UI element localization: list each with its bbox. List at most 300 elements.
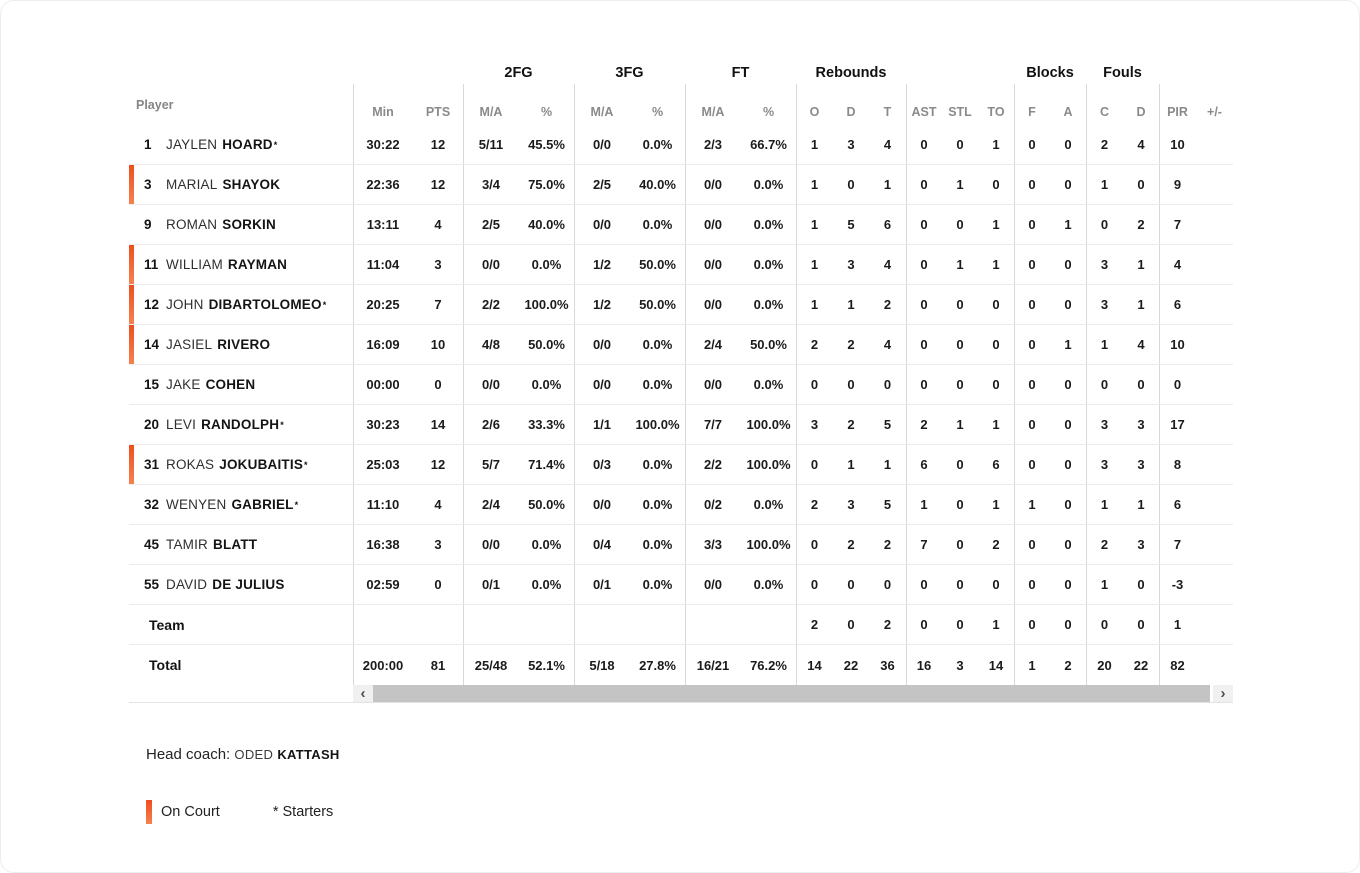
pir-cell: 82 — [1170, 657, 1185, 673]
column-header: F — [1028, 105, 1036, 119]
player-last-name: RIVERO — [217, 337, 271, 352]
player-number: 14 — [144, 337, 160, 352]
on-court-legend-bar — [146, 800, 152, 824]
player-row — [129, 325, 1233, 365]
stl-cell: 0 — [956, 337, 964, 352]
pir-cell: -3 — [1171, 577, 1184, 592]
reb_t-cell: 0 — [883, 577, 892, 592]
foul_d-cell: 1 — [1137, 257, 1145, 272]
starter-mark: * — [322, 299, 327, 310]
ast-cell: 0 — [920, 297, 928, 312]
ft_pct-cell: 0.0% — [753, 497, 784, 512]
reb_o-cell: 0 — [810, 537, 819, 552]
blk_f-cell: 0 — [1028, 297, 1036, 312]
fg2_pct-cell: 75.0% — [528, 177, 565, 192]
fg2_ma-cell: 0/1 — [481, 577, 501, 592]
ft_pct-cell: 0.0% — [753, 257, 784, 272]
ast-cell: 0 — [920, 257, 928, 272]
foul_d-cell: 4 — [1137, 137, 1145, 152]
team-row — [129, 605, 1233, 645]
scroll-left-button[interactable] — [353, 685, 373, 702]
player-last-name: DIBARTOLOMEO — [208, 297, 322, 312]
ft_pct-cell: 100.0% — [746, 537, 791, 552]
fg2_ma-cell: 0/0 — [481, 537, 501, 552]
player-first-name: WENYEN — [166, 497, 227, 512]
reb_d-cell: 0 — [847, 377, 855, 392]
fg2_pct-cell: 45.5% — [528, 137, 565, 152]
group-header-blocks: Blocks — [1026, 65, 1074, 81]
fg3_ma-cell: 0/4 — [592, 537, 612, 552]
fg3_ma-cell: 1/2 — [592, 297, 612, 312]
group-header-3fg: 3FG — [615, 65, 644, 81]
player-first-name: JOHN — [166, 297, 204, 312]
player-number: 55 — [144, 577, 160, 592]
blk_a-cell: 1 — [1064, 337, 1072, 352]
player-number: 15 — [144, 377, 160, 392]
player-number: 12 — [144, 297, 160, 312]
stl-cell: 0 — [956, 617, 964, 632]
fg2_pct-cell: 50.0% — [528, 337, 565, 352]
fg3_pct-cell: 0.0% — [642, 137, 673, 152]
ft_ma-cell: 0/0 — [703, 177, 723, 192]
fg3_pct-cell: 27.8% — [639, 657, 676, 673]
chevron-left-icon: ‹ — [360, 685, 366, 702]
fg2_pct-cell: 100.0% — [524, 297, 569, 312]
reb_o-cell: 0 — [810, 377, 819, 392]
ast-cell: 0 — [920, 577, 928, 592]
ast-cell: 0 — [920, 337, 928, 352]
player-last-name: JOKUBAITIS — [219, 457, 304, 472]
stl-cell: 0 — [956, 457, 964, 472]
ft_ma-cell: 3/3 — [703, 537, 723, 552]
player-first-name: JAYLEN — [166, 137, 218, 152]
coach-first-name: ODED — [234, 747, 274, 762]
player-last-name: COHEN — [205, 377, 256, 392]
min-cell: 25:03 — [366, 457, 400, 472]
foul_c-cell: 3 — [1100, 417, 1109, 432]
fg2_pct-cell: 0.0% — [531, 257, 562, 272]
pir-cell: 1 — [1173, 617, 1182, 632]
ft_ma-cell: 16/21 — [696, 657, 730, 673]
to-cell: 1 — [992, 417, 1000, 432]
fg3_ma-cell: 0/1 — [592, 577, 612, 592]
scrollbar-thumb[interactable] — [373, 685, 1210, 702]
foul_d-cell: 2 — [1137, 217, 1145, 232]
to-cell: 14 — [988, 657, 1004, 673]
pm-cell — [1196, 525, 1233, 564]
ft_ma-cell: 0/2 — [703, 497, 723, 512]
column-header: +/- — [1207, 105, 1222, 119]
ast-cell: 6 — [920, 457, 928, 472]
player-first-name: TAMIR — [166, 537, 208, 552]
reb_t-cell: 2 — [883, 617, 892, 632]
reb_o-cell: 2 — [810, 337, 819, 352]
stl-cell: 0 — [956, 137, 964, 152]
blk_f-cell: 0 — [1028, 537, 1036, 552]
pir-cell: 0 — [1173, 377, 1182, 392]
reb_o-cell: 2 — [810, 617, 819, 632]
ft_ma-cell — [685, 605, 741, 644]
to-cell: 0 — [992, 377, 1000, 392]
reb_t-cell: 2 — [883, 537, 892, 552]
column-header: PTS — [425, 105, 451, 119]
fg2_pct-cell — [519, 605, 574, 644]
player-row — [129, 405, 1233, 445]
to-cell: 1 — [992, 497, 1000, 512]
reb_o-cell: 0 — [810, 457, 819, 472]
reb_d-cell: 2 — [847, 537, 855, 552]
blk_f-cell: 1 — [1028, 657, 1036, 673]
ast-cell: 0 — [920, 137, 928, 152]
stat-group-header-row — [129, 61, 1233, 85]
ft_ma-cell: 0/0 — [703, 217, 723, 232]
pts-cell: 4 — [434, 217, 442, 232]
column-header: C — [1099, 105, 1110, 119]
fg3_ma-cell: 5/18 — [589, 657, 615, 673]
reb_t-cell: 6 — [883, 217, 892, 232]
player-row — [129, 245, 1233, 285]
table-bottom-divider — [129, 702, 1233, 703]
on-court-indicator — [129, 285, 134, 324]
player-first-name: LEVI — [166, 417, 197, 432]
pir-cell: 17 — [1170, 417, 1185, 432]
reb_d-cell: 3 — [847, 257, 855, 272]
pm-cell — [1196, 165, 1233, 204]
blk_a-cell: 0 — [1064, 617, 1072, 632]
starters-legend-label: * Starters — [272, 804, 334, 820]
ast-cell: 1 — [920, 497, 928, 512]
reb_d-cell: 1 — [847, 297, 855, 312]
foul_d-cell: 1 — [1137, 497, 1145, 512]
pm-cell — [1196, 485, 1233, 524]
ast-cell: 0 — [920, 377, 928, 392]
chevron-right-icon: › — [1220, 685, 1226, 702]
player-row — [129, 165, 1233, 205]
fg2_ma-cell: 3/4 — [481, 177, 501, 192]
pts-cell: 7 — [434, 297, 442, 312]
fg2_ma-cell — [463, 605, 519, 644]
pts-cell: 4 — [434, 497, 442, 512]
foul_c-cell: 1 — [1100, 177, 1109, 192]
foul_c-cell: 0 — [1100, 617, 1109, 632]
min-cell: 11:10 — [366, 497, 400, 512]
player-first-name: DAVID — [166, 577, 208, 592]
starter-mark: * — [294, 499, 299, 510]
column-header: M/A — [701, 105, 725, 119]
total-row — [129, 645, 1233, 685]
blk_f-cell: 0 — [1028, 177, 1036, 192]
column-header: STL — [948, 105, 972, 119]
player-row — [129, 365, 1233, 405]
player-number: 11 — [144, 257, 159, 272]
reb_d-cell: 3 — [847, 137, 855, 152]
pm-cell — [1196, 365, 1233, 404]
blk_f-cell: 0 — [1028, 577, 1036, 592]
reb_t-cell: 0 — [883, 377, 892, 392]
blk_a-cell: 0 — [1064, 457, 1072, 472]
on-court-indicator — [129, 445, 134, 484]
foul_c-cell: 0 — [1100, 217, 1109, 232]
fg3_pct-cell: 0.0% — [642, 537, 673, 552]
pm-cell — [1196, 605, 1233, 644]
pts-cell: 10 — [430, 337, 446, 352]
to-cell: 0 — [992, 577, 1000, 592]
head-coach-line — [146, 746, 340, 763]
foul_d-cell: 3 — [1137, 537, 1145, 552]
pm-cell — [1196, 645, 1233, 685]
stl-cell: 1 — [956, 177, 964, 192]
player-name-cell — [129, 565, 353, 604]
stl-cell: 0 — [956, 577, 964, 592]
fg3_pct-cell — [630, 605, 685, 644]
player-number: 32 — [144, 497, 160, 512]
starter-mark: * — [280, 419, 284, 430]
to-cell: 1 — [992, 217, 1000, 232]
player-name-cell — [129, 165, 353, 204]
to-cell: 1 — [992, 617, 1000, 632]
player-last-name: SHAYOK — [222, 177, 281, 192]
ast-cell: 0 — [920, 217, 928, 232]
player-name-cell — [129, 205, 353, 244]
reb_d-cell: 2 — [847, 337, 855, 352]
ft_pct-cell: 0.0% — [753, 217, 784, 232]
fg2_pct-cell: 52.1% — [528, 657, 565, 673]
on-court-indicator — [129, 325, 134, 364]
reb_d-cell: 2 — [847, 417, 855, 432]
player-name-cell — [129, 605, 353, 644]
player-name-cell — [129, 525, 353, 564]
legend — [146, 800, 333, 824]
ft_pct-cell: 0.0% — [753, 377, 784, 392]
player-row — [129, 485, 1233, 525]
fg2_ma-cell: 0/0 — [481, 257, 501, 272]
stl-cell: 0 — [956, 497, 964, 512]
blk_a-cell: 0 — [1064, 177, 1072, 192]
min-cell: 13:11 — [366, 217, 400, 232]
reb_o-cell: 1 — [810, 257, 819, 272]
fg2_ma-cell: 0/0 — [481, 377, 501, 392]
reb_t-cell: 4 — [883, 337, 892, 352]
blk_f-cell: 0 — [1028, 257, 1036, 272]
fg3_ma-cell: 0/0 — [592, 377, 612, 392]
foul_d-cell: 0 — [1137, 377, 1145, 392]
player-first-name: WILLIAM — [166, 257, 223, 272]
pir-cell: 9 — [1173, 177, 1182, 192]
blk_f-cell: 0 — [1028, 417, 1036, 432]
reb_o-cell: 14 — [807, 657, 822, 673]
fg2_pct-cell: 33.3% — [528, 417, 565, 432]
reb_t-cell: 5 — [883, 497, 892, 512]
player-name-cell — [129, 405, 353, 444]
reb_o-cell: 1 — [810, 177, 819, 192]
pir-cell: 7 — [1173, 217, 1182, 232]
column-header: Min — [372, 105, 394, 119]
fg3_pct-cell: 100.0% — [635, 417, 680, 432]
player-row — [129, 205, 1233, 245]
pm-cell — [1196, 405, 1233, 444]
blk_f-cell: 0 — [1028, 217, 1036, 232]
horizontal-scrollbar[interactable] — [353, 685, 1233, 702]
pir-cell: 4 — [1173, 257, 1182, 272]
min-cell: 02:59 — [366, 577, 400, 592]
min-cell: 16:09 — [366, 337, 400, 352]
player-name-cell — [129, 645, 353, 685]
fg3_ma-cell: 1/2 — [592, 257, 612, 272]
reb_t-cell: 2 — [883, 297, 892, 312]
player-name-cell — [129, 365, 353, 404]
fg3_pct-cell: 0.0% — [642, 337, 673, 352]
foul_d-cell: 3 — [1137, 417, 1145, 432]
player-row — [129, 445, 1233, 485]
pir-cell: 10 — [1170, 337, 1185, 352]
blk_f-cell: 1 — [1028, 497, 1036, 512]
ft_pct-cell: 0.0% — [753, 297, 784, 312]
fg3_pct-cell: 0.0% — [642, 497, 673, 512]
reb_t-cell: 4 — [883, 137, 892, 152]
player-name-cell — [129, 285, 353, 324]
fg3_pct-cell: 40.0% — [639, 177, 676, 192]
player-row — [129, 565, 1233, 605]
player-name-cell — [129, 485, 353, 524]
group-header-fouls: Fouls — [1103, 65, 1142, 81]
pts-cell: 12 — [430, 137, 446, 152]
player-name-cell — [129, 125, 353, 164]
player-row — [129, 525, 1233, 565]
to-cell: 6 — [992, 457, 1000, 472]
foul_c-cell: 1 — [1100, 337, 1109, 352]
stl-cell: 0 — [956, 217, 964, 232]
table-body — [129, 125, 1233, 685]
column-header: % — [651, 105, 664, 119]
fg2_pct-cell: 0.0% — [531, 537, 562, 552]
column-header: M/A — [590, 105, 614, 119]
player-row — [129, 125, 1233, 165]
fg3_pct-cell: 0.0% — [642, 457, 673, 472]
fg2_ma-cell: 25/48 — [474, 657, 508, 673]
head-coach-label: Head coach: — [146, 746, 231, 763]
reb_t-cell: 4 — [883, 257, 892, 272]
fg3_ma-cell: 1/1 — [592, 417, 612, 432]
ft_pct-cell: 0.0% — [753, 577, 784, 592]
pir-cell: 6 — [1173, 297, 1182, 312]
reb_d-cell: 0 — [847, 577, 855, 592]
column-header-row — [129, 85, 1233, 125]
pts-cell: 81 — [430, 657, 446, 673]
reb_o-cell: 0 — [810, 577, 819, 592]
min-cell: 20:25 — [366, 297, 400, 312]
ft_ma-cell: 2/2 — [703, 457, 723, 472]
player-first-name: JAKE — [166, 377, 201, 392]
column-header: A — [1063, 105, 1073, 119]
ft_ma-cell: 0/0 — [703, 377, 723, 392]
player-row — [129, 285, 1233, 325]
player-last-name: RAYMAN — [227, 257, 288, 272]
fg2_ma-cell: 5/7 — [481, 457, 501, 472]
foul_d-cell: 4 — [1137, 337, 1145, 352]
stl-cell: 0 — [956, 297, 964, 312]
player-first-name: ROMAN — [166, 217, 218, 232]
blk_f-cell: 0 — [1028, 457, 1036, 472]
player-last-name: SORKIN — [222, 217, 276, 232]
fg3_ma-cell: 0/3 — [592, 457, 612, 472]
fg2_ma-cell: 2/5 — [481, 217, 501, 232]
foul_d-cell: 3 — [1137, 457, 1145, 472]
pts-cell — [413, 605, 463, 644]
reb_d-cell: 22 — [843, 657, 859, 673]
min-cell: 30:22 — [366, 137, 400, 152]
blk_f-cell: 0 — [1028, 617, 1036, 632]
ft_pct-cell: 100.0% — [746, 457, 791, 472]
pir-cell: 8 — [1173, 457, 1182, 472]
pts-cell: 3 — [434, 257, 442, 272]
player-first-name: MARIAL — [166, 177, 218, 192]
blk_a-cell: 2 — [1064, 657, 1072, 673]
reb_d-cell: 3 — [847, 497, 855, 512]
player-number: 45 — [144, 537, 160, 552]
column-header: D — [846, 105, 856, 119]
player-number: 1 — [144, 137, 152, 152]
to-cell: 0 — [992, 177, 1000, 192]
pts-cell: 3 — [434, 537, 442, 552]
player-last-name: DE JULIUS — [212, 577, 285, 592]
player-first-name: ROKAS — [166, 457, 215, 472]
min-cell: 200:00 — [362, 657, 404, 673]
fg3_ma-cell — [574, 605, 630, 644]
group-header-2fg: 2FG — [504, 65, 533, 81]
reb_o-cell: 1 — [810, 137, 819, 152]
reb_d-cell: 0 — [847, 177, 855, 192]
pts-cell: 12 — [430, 177, 446, 192]
blk_f-cell: 0 — [1028, 377, 1036, 392]
row-label: Team — [149, 616, 185, 633]
foul_c-cell: 3 — [1100, 457, 1109, 472]
player-number: 31 — [144, 457, 160, 472]
row-label: Total — [149, 657, 182, 673]
blk_f-cell: 0 — [1028, 137, 1036, 152]
ft_pct-cell: 0.0% — [753, 177, 784, 192]
fg3_pct-cell: 0.0% — [642, 577, 673, 592]
on-court-legend-label: On Court — [161, 804, 220, 820]
player-name-cell — [129, 245, 353, 284]
to-cell: 0 — [992, 297, 1000, 312]
column-header: % — [762, 105, 775, 119]
blk_a-cell: 0 — [1064, 497, 1072, 512]
ft_pct-cell — [741, 605, 796, 644]
starter-mark: * — [304, 459, 308, 470]
scroll-right-button[interactable] — [1213, 685, 1233, 702]
reb_o-cell: 1 — [810, 297, 819, 312]
blk_a-cell: 0 — [1064, 537, 1072, 552]
column-header: AST — [911, 105, 937, 119]
foul_d-cell: 0 — [1137, 577, 1145, 592]
foul_c-cell: 1 — [1100, 577, 1109, 592]
blk_a-cell: 0 — [1064, 257, 1072, 272]
min-cell: 16:38 — [366, 537, 400, 552]
reb_t-cell: 1 — [883, 457, 892, 472]
to-cell: 1 — [992, 257, 1000, 272]
fg3_ma-cell: 0/0 — [592, 217, 612, 232]
player-last-name: GABRIEL — [231, 497, 294, 512]
reb_o-cell: 3 — [810, 417, 819, 432]
ft_pct-cell: 76.2% — [750, 657, 787, 673]
ft_ma-cell: 7/7 — [703, 417, 723, 432]
pir-cell: 6 — [1173, 497, 1182, 512]
blk_f-cell: 0 — [1028, 337, 1036, 352]
column-header: TO — [987, 105, 1005, 119]
stl-cell: 1 — [956, 257, 964, 272]
fg3_ma-cell: 2/5 — [592, 177, 612, 192]
on-court-indicator — [129, 245, 134, 284]
